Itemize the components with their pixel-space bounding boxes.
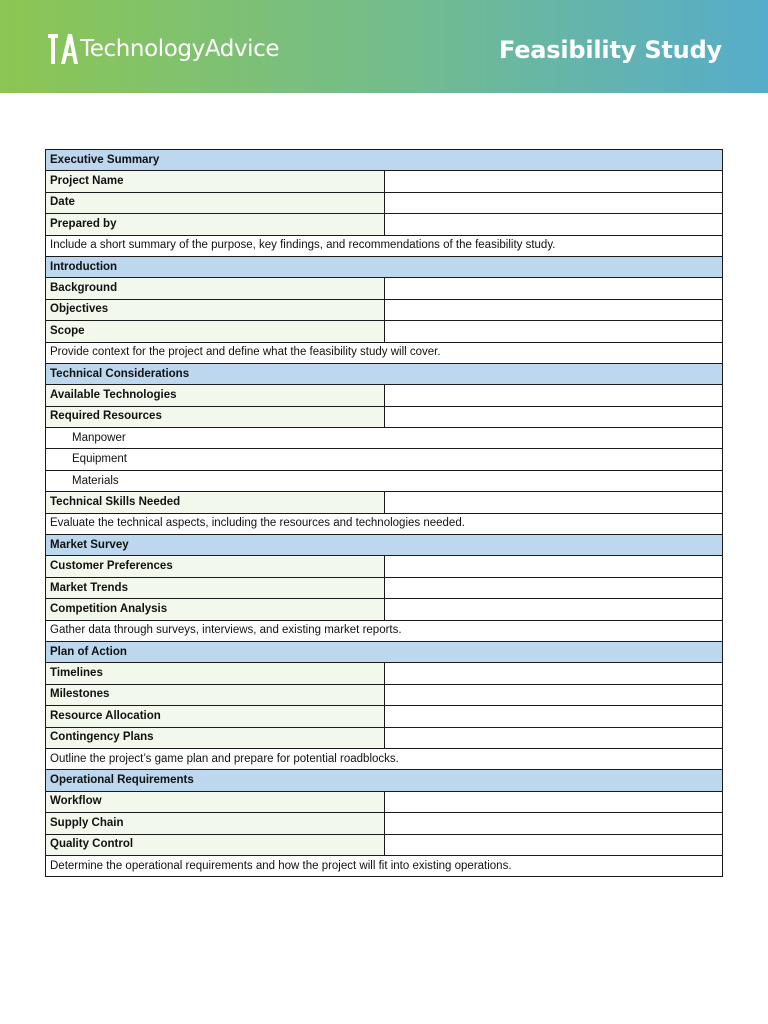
document-title: Feasibility Study	[498, 36, 722, 64]
section-title: Executive Summary	[46, 150, 723, 171]
field-label: Contingency Plans	[46, 727, 385, 748]
field-row	[46, 577, 723, 598]
field-input[interactable]	[384, 321, 723, 342]
field-input[interactable]	[384, 299, 723, 320]
section-header	[46, 535, 723, 556]
field-input[interactable]	[384, 663, 723, 684]
sub-item-row	[46, 470, 723, 491]
field-row	[46, 599, 723, 620]
field-label: Quality Control	[46, 834, 385, 855]
section-header	[46, 150, 723, 171]
field-label: Market Trends	[46, 577, 385, 598]
field-input[interactable]	[384, 406, 723, 427]
instruction-row	[46, 513, 723, 534]
sub-item: Materials	[46, 470, 723, 491]
field-row	[46, 214, 723, 235]
field-row	[46, 791, 723, 812]
instruction-row	[46, 235, 723, 256]
instruction-text: Include a short summary of the purpose, key findings, and recommendations of the feasibility study.	[46, 235, 723, 256]
field-row	[46, 663, 723, 684]
field-row	[46, 834, 723, 855]
section-header	[46, 256, 723, 277]
logo-wordmark: TechnologyAdvice	[80, 36, 280, 62]
field-row	[46, 299, 723, 320]
field-input[interactable]	[384, 556, 723, 577]
field-label: Available Technologies	[46, 385, 385, 406]
sub-item-row	[46, 428, 723, 449]
field-row	[46, 813, 723, 834]
sub-item-row	[46, 449, 723, 470]
field-label: Technical Skills Needed	[46, 492, 385, 513]
section-title: Plan of Action	[46, 641, 723, 662]
instruction-text: Determine the operational requirements and how the project will fit into existing operations.	[46, 855, 723, 876]
instruction-row	[46, 855, 723, 876]
sub-item: Equipment	[46, 449, 723, 470]
section-title: Technical Considerations	[46, 363, 723, 384]
instruction-text: Provide context for the project and define what the feasibility study will cover.	[46, 342, 723, 363]
field-input[interactable]	[384, 813, 723, 834]
field-label: Milestones	[46, 684, 385, 705]
field-row	[46, 727, 723, 748]
field-input[interactable]	[384, 577, 723, 598]
field-input[interactable]	[384, 834, 723, 855]
field-label: Timelines	[46, 663, 385, 684]
field-input[interactable]	[384, 171, 723, 192]
ta-logo-icon	[48, 33, 78, 65]
field-label: Resource Allocation	[46, 706, 385, 727]
field-label: Supply Chain	[46, 813, 385, 834]
field-input[interactable]	[384, 192, 723, 213]
field-input[interactable]	[384, 727, 723, 748]
section-header	[46, 770, 723, 791]
field-label: Date	[46, 192, 385, 213]
sub-item: Manpower	[46, 428, 723, 449]
instruction-text: Evaluate the technical aspects, including the resources and technologies needed.	[46, 513, 723, 534]
brand-logo	[48, 32, 279, 66]
field-label: Prepared by	[46, 214, 385, 235]
field-row	[46, 684, 723, 705]
field-input[interactable]	[384, 791, 723, 812]
field-label: Competition Analysis	[46, 599, 385, 620]
field-row	[46, 385, 723, 406]
field-input[interactable]	[384, 684, 723, 705]
section-header	[46, 641, 723, 662]
field-input[interactable]	[384, 599, 723, 620]
field-row	[46, 192, 723, 213]
field-label: Required Resources	[46, 406, 385, 427]
field-row	[46, 278, 723, 299]
feasibility-form	[45, 149, 723, 877]
field-input[interactable]	[384, 706, 723, 727]
section-title: Market Survey	[46, 535, 723, 556]
section-title: Introduction	[46, 256, 723, 277]
field-row	[46, 321, 723, 342]
instruction-row	[46, 748, 723, 769]
field-row	[46, 706, 723, 727]
field-label: Workflow	[46, 791, 385, 812]
instruction-row	[46, 620, 723, 641]
field-input[interactable]	[384, 385, 723, 406]
field-row	[46, 556, 723, 577]
field-row	[46, 492, 723, 513]
section-header	[46, 363, 723, 384]
field-label: Customer Preferences	[46, 556, 385, 577]
field-label: Scope	[46, 321, 385, 342]
field-row	[46, 406, 723, 427]
instruction-row	[46, 342, 723, 363]
instruction-text: Outline the project’s game plan and prepare for potential roadblocks.	[46, 748, 723, 769]
field-input[interactable]	[384, 492, 723, 513]
field-input[interactable]	[384, 214, 723, 235]
field-label: Project Name	[46, 171, 385, 192]
section-title: Operational Requirements	[46, 770, 723, 791]
field-label: Objectives	[46, 299, 385, 320]
field-label: Background	[46, 278, 385, 299]
field-row	[46, 171, 723, 192]
instruction-text: Gather data through surveys, interviews, and existing market reports.	[46, 620, 723, 641]
header-banner	[0, 0, 768, 93]
field-input[interactable]	[384, 278, 723, 299]
